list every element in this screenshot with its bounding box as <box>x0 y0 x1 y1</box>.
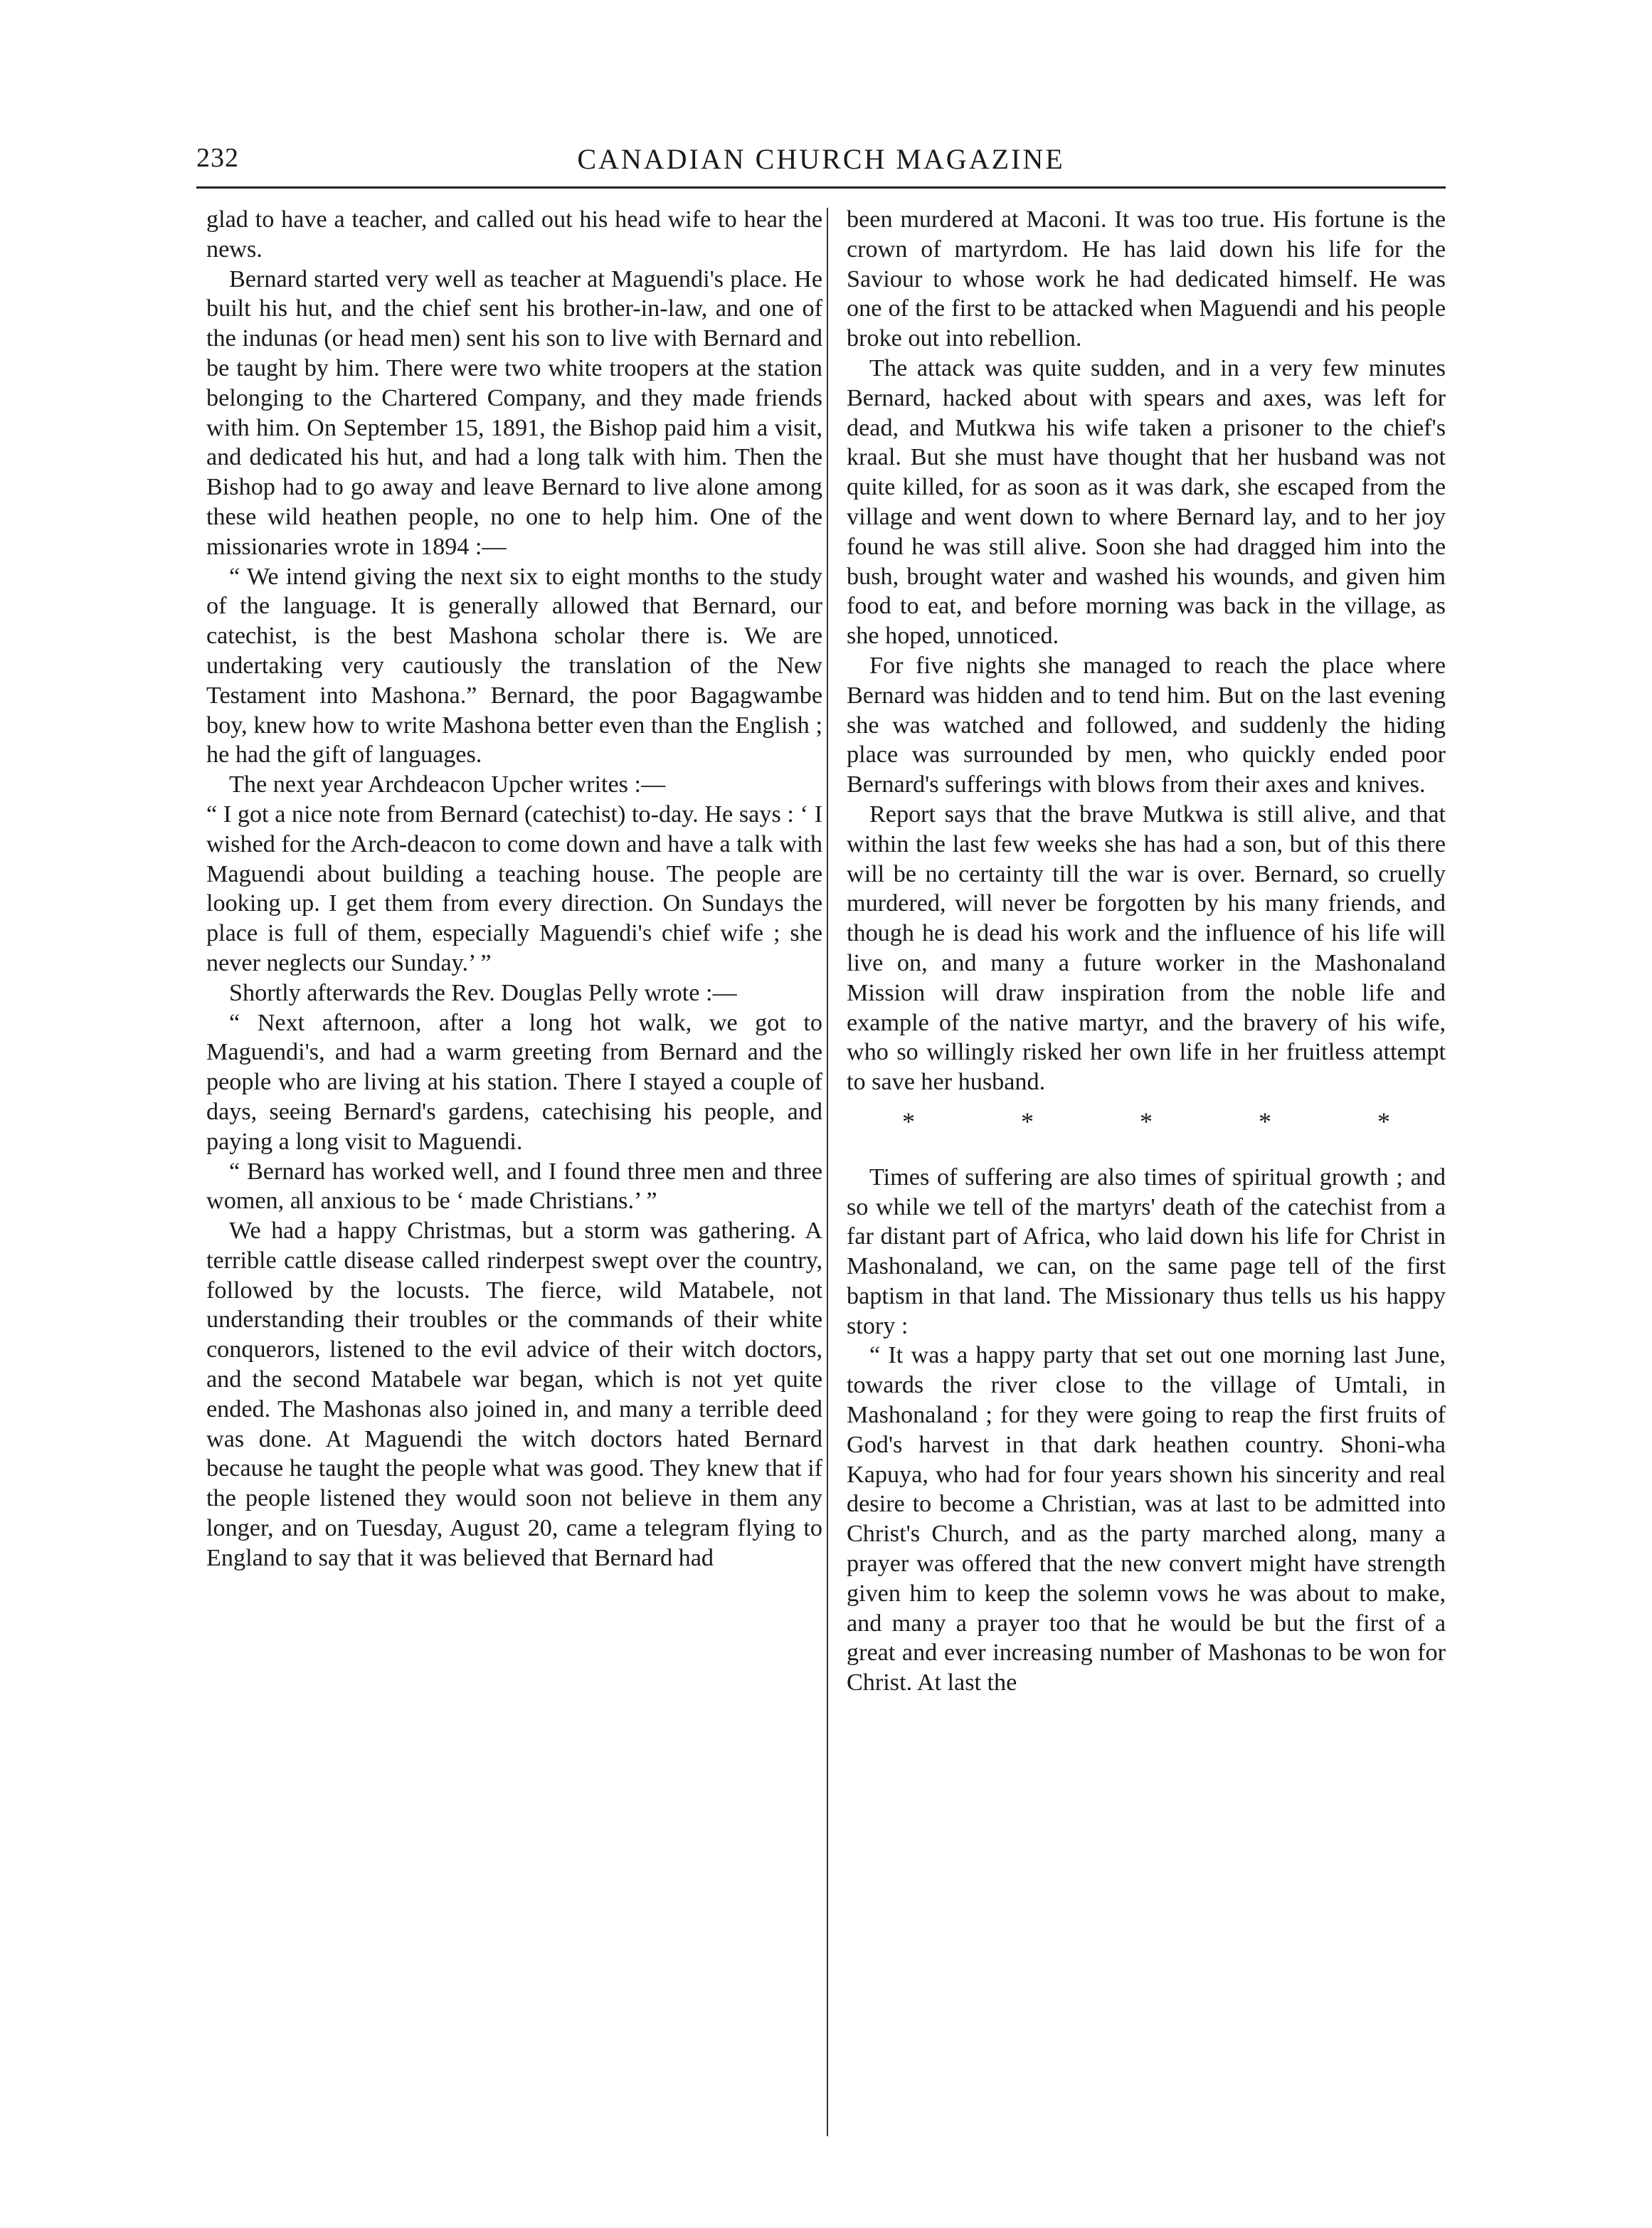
paragraph: The next year Archdeacon Upcher writes :— <box>229 771 666 798</box>
right-column <box>847 205 1446 1698</box>
paragraph: The attack was quite sudden, and in a very few minutes Bernard, hacked about with spears and axes, was left for dead, and Mutkwa his wife taken a prisoner to the chief's kraal. But she must have thought that her husband was not quite killed, for as soon as it was dark, she escaped from the village and went down to where Bernard lay, and to her joy found he was still alive. Soon she had dragged him into the bush, brought water and washed his wounds, and given him food to eat, and before morning was back in the village, as she hoped, unnoticed. <box>847 354 1446 650</box>
page-number: 232 <box>196 143 239 173</box>
section-separator: * * * * * <box>902 1107 1440 1136</box>
magazine-title: CANADIAN CHURCH MAGAZINE <box>577 143 1065 175</box>
paragraph: glad to have a teacher, and called out his head wife to hear the news. <box>206 206 822 263</box>
paragraph: been murdered at Maconi. It was too true. His fortune is the crown of martyrdom. He has laid down his life for the Saviour to whose work he had dedicated himself. He was one of the first to be attacked when Maguendi and his people broke out into rebellion. <box>847 206 1446 352</box>
paragraph: For five nights she managed to reach the place where Bernard was hidden and to tend him. But on the last evening she was watched and followed, and suddenly the hiding place was surrounded by men, who quickly ended poor Bernard's sufferings with blows from their axes and knives. <box>847 652 1446 798</box>
paragraph: “ Next afternoon, after a long hot walk, we got to Maguendi's, and had a warm greeting from Bernard and the people who are living at his station. There I stayed a couple of days, seeing Bernard's gardens, catechising his people, and paying a long visit to Maguendi. <box>206 1009 822 1155</box>
paragraph: “ Bernard has worked well, and I found three men and three women, all anxious to be ‘ made Christians.’ ” <box>206 1158 822 1215</box>
header-rule <box>196 186 1446 189</box>
paragraph: Times of suffering are also times of spiritual growth ; and so while we tell of the martyrs' death of the catechist from a far distant part of Africa, who laid down his life for Christ in Mashonaland, we can, on the same page tell of the first baptism in that land. The Missionary thus tells us his happy story : <box>847 1163 1446 1339</box>
paragraph: Shortly afterwards the Rev. Douglas Pelly wrote :— <box>229 979 737 1006</box>
paragraph: “ It was a happy party that set out one morning last June, towards the river close to the village of Umtali, in Mashonaland ; for they were going to reap the first fruits of God's harvest in that dark heathen country. Shoni-wha Kapuya, who had for four years shown his sincerity and real desire to become a Christian, was at last to be admitted into Christ's Church, and as the party marched along, many a prayer was offered that the new convert might have strength given him to keep the solemn vows he was about to make, and many a prayer too that he would be but the first of a great and ever increasing number of Mashonas to be won for Christ. At last the <box>847 1342 1446 1696</box>
left-column <box>206 205 822 1573</box>
paragraph: Report says that the brave Mutkwa is still alive, and that within the last few weeks she has had a son, but of this there will be no certainty till the war is over. Bernard, so cruelly murdered, will never be forgotten by his many friends, and though he is dead his work and the influence of his life will live on, and many a future worker in the Mashonaland Mission will draw inspiration from the noble life and example of the native martyr, and the bravery of his wife, who so willingly risked her own life in her fruitless attempt to save her husband. <box>847 801 1446 1096</box>
paragraph: “ I got a nice note from Bernard (catechist) to-day. He says : ‘ I wished for the Arch-deacon to come down and have a talk with Maguendi about building a teaching house. The people are looking up. I get them from every direction. On Sundays the place is full of them, especially Maguendi's chief wife ; she never neglects our Sunday.’ ” <box>206 801 822 976</box>
column-divider <box>827 208 828 2136</box>
paragraph: “ We intend giving the next six to eight months to the study of the language. It is generally allowed that Bernard, our catechist, is the best Mashona scholar there is. We are undertaking very cautiously the translation of the New Testament into Mashona.” Bernard, the poor Bagagwambe boy, knew how to write Mashona better even than the English ; he had the gift of languages. <box>206 563 822 769</box>
page-header <box>196 142 1446 185</box>
paragraph: Bernard started very well as teacher at Maguendi's place. He built his hut, and the chief sent his brother-in-law, and one of the indunas (or head men) sent his son to live with Bernard and be taught by him. There were two white troopers at the station belonging to the Chartered Company, and they made friends with him. On September 15, 1891, the Bishop paid him a visit, and dedicated his hut, and had a long talk with him. Then the Bishop had to go away and leave Bernard to live alone among these wild heathen people, no one to help him. One of the missionaries wrote in 1894 :— <box>206 265 822 560</box>
paragraph: We had a happy Christmas, but a storm was gathering. A terrible cattle disease called rinderpest swept over the country, followed by the locusts. The fierce, wild Matabele, not understanding their troubles or the commands of their white conquerors, listened to the evil advice of their witch doctors, and the second Matabele war began, which is not yet quite ended. The Mashonas also joined in, and many a terrible deed was done. At Maguendi the witch doctors hated Bernard because he taught the people what was good. They knew that if the people listened they would soon not believe in them any longer, and on Tuesday, August 20, came a telegram flying to England to say that it was believed that Bernard had <box>206 1218 822 1571</box>
